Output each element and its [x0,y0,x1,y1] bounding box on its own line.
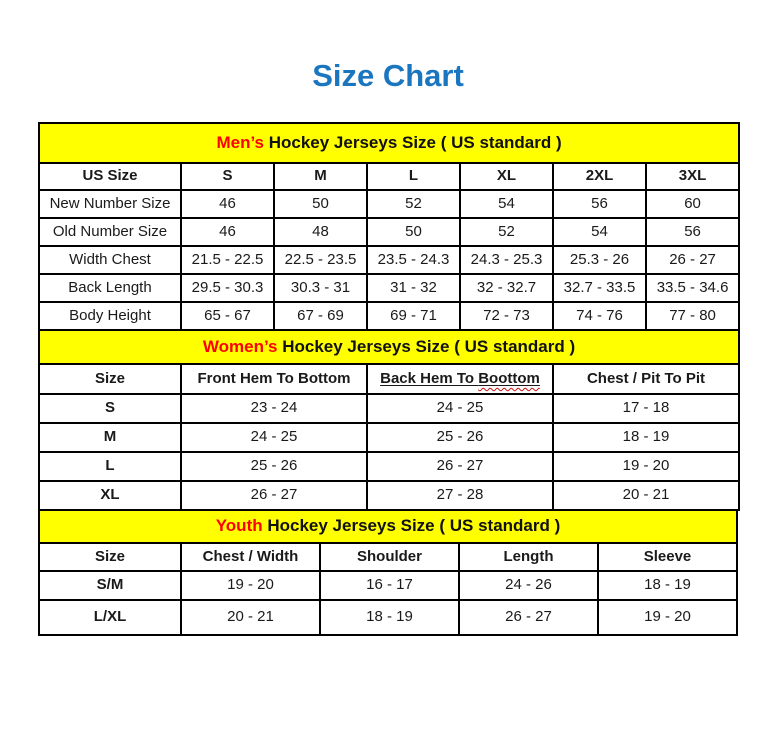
mens-section-rest: Hockey Jerseys Size ( US standard ) [264,132,562,152]
size-cell: 72 - 73 [460,302,553,330]
size-cell: 54 [553,218,646,246]
row-label: L/XL [39,600,181,635]
size-cell: 54 [460,190,553,218]
womens-col-chest: Chest / Pit To Pit [553,364,739,394]
size-cell: 52 [460,218,553,246]
row-label: Back Length [39,274,181,302]
size-cell: 52 [367,190,460,218]
size-cell: 74 - 76 [553,302,646,330]
mens-row-old-number [39,218,739,246]
womens-section-highlight: Women’s [202,336,278,356]
womens-section-rest: Hockey Jerseys Size ( US standard ) [277,336,576,356]
size-cell: 19 - 20 [181,571,320,600]
youth-section-band [39,510,737,543]
size-cell: 18 - 19 [598,571,737,600]
page-title: Size Chart [312,58,464,93]
size-cell: 26 - 27 [646,246,739,274]
size-cell: 22.5 - 23.5 [274,246,367,274]
womens-row-xl [39,481,739,510]
mens-header-row [39,163,739,190]
womens-col-back-hem [367,364,553,394]
size-cell: 46 [181,190,274,218]
youth-col-shoulder: Shoulder [320,543,459,571]
mens-section-title [39,123,739,163]
size-cell: 23 - 24 [181,394,367,423]
size-chart-tables [38,122,738,636]
row-label: Body Height [39,302,181,330]
youth-section-highlight: Youth [215,516,263,536]
size-cell: 26 - 27 [181,481,367,510]
youth-col-chest-width: Chest / Width [181,543,320,571]
size-cell: 69 - 71 [367,302,460,330]
womens-size-table [38,329,740,511]
size-cell: 24.3 - 25.3 [460,246,553,274]
row-label: New Number Size [39,190,181,218]
back-hem-label [380,370,540,387]
size-cell: 24 - 26 [459,571,598,600]
mens-row-back-length [39,274,739,302]
row-label: Width Chest [39,246,181,274]
size-cell: 46 [181,218,274,246]
womens-row-m [39,423,739,452]
womens-row-s [39,394,739,423]
size-cell: 65 - 67 [181,302,274,330]
size-cell: 30.3 - 31 [274,274,367,302]
youth-row-lxl [39,600,737,635]
womens-section-band [39,330,739,364]
mens-col-l: L [367,163,460,190]
mens-row-body-height [39,302,739,330]
size-cell: 56 [553,190,646,218]
back-hem-prefix: Back Hem To [380,369,479,387]
size-cell: 48 [274,218,367,246]
size-cell: 19 - 20 [598,600,737,635]
size-cell: 56 [646,218,739,246]
mens-size-table [38,122,740,331]
size-cell: 26 - 27 [459,600,598,635]
youth-section-rest: Hockey Jerseys Size ( US standard ) [262,516,561,536]
mens-section-band [39,123,739,163]
womens-header-row [39,364,739,394]
size-cell: 25 - 26 [367,423,553,452]
row-label: S/M [39,571,181,600]
size-cell: 24 - 25 [181,423,367,452]
mens-col-m: M [274,163,367,190]
womens-col-size: Size [39,364,181,394]
womens-section-title [39,330,739,364]
size-cell: 25 - 26 [181,452,367,481]
size-cell: 18 - 19 [320,600,459,635]
youth-section-title [39,510,737,543]
size-cell: 23.5 - 24.3 [367,246,460,274]
size-cell: 33.5 - 34.6 [646,274,739,302]
row-label: XL [39,481,181,510]
size-cell: 32.7 - 33.5 [553,274,646,302]
mens-col-s: S [181,163,274,190]
mens-row-new-number [39,190,739,218]
size-cell: 77 - 80 [646,302,739,330]
youth-size-table [38,509,738,636]
row-label: L [39,452,181,481]
mens-col-xl: XL [460,163,553,190]
mens-row-width-chest [39,246,739,274]
row-label: Old Number Size [39,218,181,246]
youth-col-sleeve: Sleeve [598,543,737,571]
size-cell: 50 [367,218,460,246]
size-cell: 50 [274,190,367,218]
youth-header-row [39,543,737,571]
size-cell: 20 - 21 [553,481,739,510]
size-cell: 25.3 - 26 [553,246,646,274]
size-cell: 20 - 21 [181,600,320,635]
size-cell: 67 - 69 [274,302,367,330]
youth-col-size: Size [39,543,181,571]
size-cell: 17 - 18 [553,394,739,423]
mens-col-2xl: 2XL [553,163,646,190]
size-cell: 16 - 17 [320,571,459,600]
size-cell: 19 - 20 [553,452,739,481]
size-cell: 31 - 32 [367,274,460,302]
back-hem-misspelled-word: Boottom [478,369,540,387]
womens-row-l [39,452,739,481]
size-cell: 18 - 19 [553,423,739,452]
size-cell: 60 [646,190,739,218]
size-cell: 32 - 32.7 [460,274,553,302]
mens-col-us-size: US Size [39,163,181,190]
size-cell: 24 - 25 [367,394,553,423]
size-cell: 26 - 27 [367,452,553,481]
youth-row-sm [39,571,737,600]
size-cell: 27 - 28 [367,481,553,510]
row-label: S [39,394,181,423]
size-cell: 29.5 - 30.3 [181,274,274,302]
womens-col-front-hem: Front Hem To Bottom [181,364,367,394]
row-label: M [39,423,181,452]
mens-section-highlight: Men’s [216,132,264,152]
youth-col-length: Length [459,543,598,571]
mens-col-3xl: 3XL [646,163,739,190]
size-cell: 21.5 - 22.5 [181,246,274,274]
